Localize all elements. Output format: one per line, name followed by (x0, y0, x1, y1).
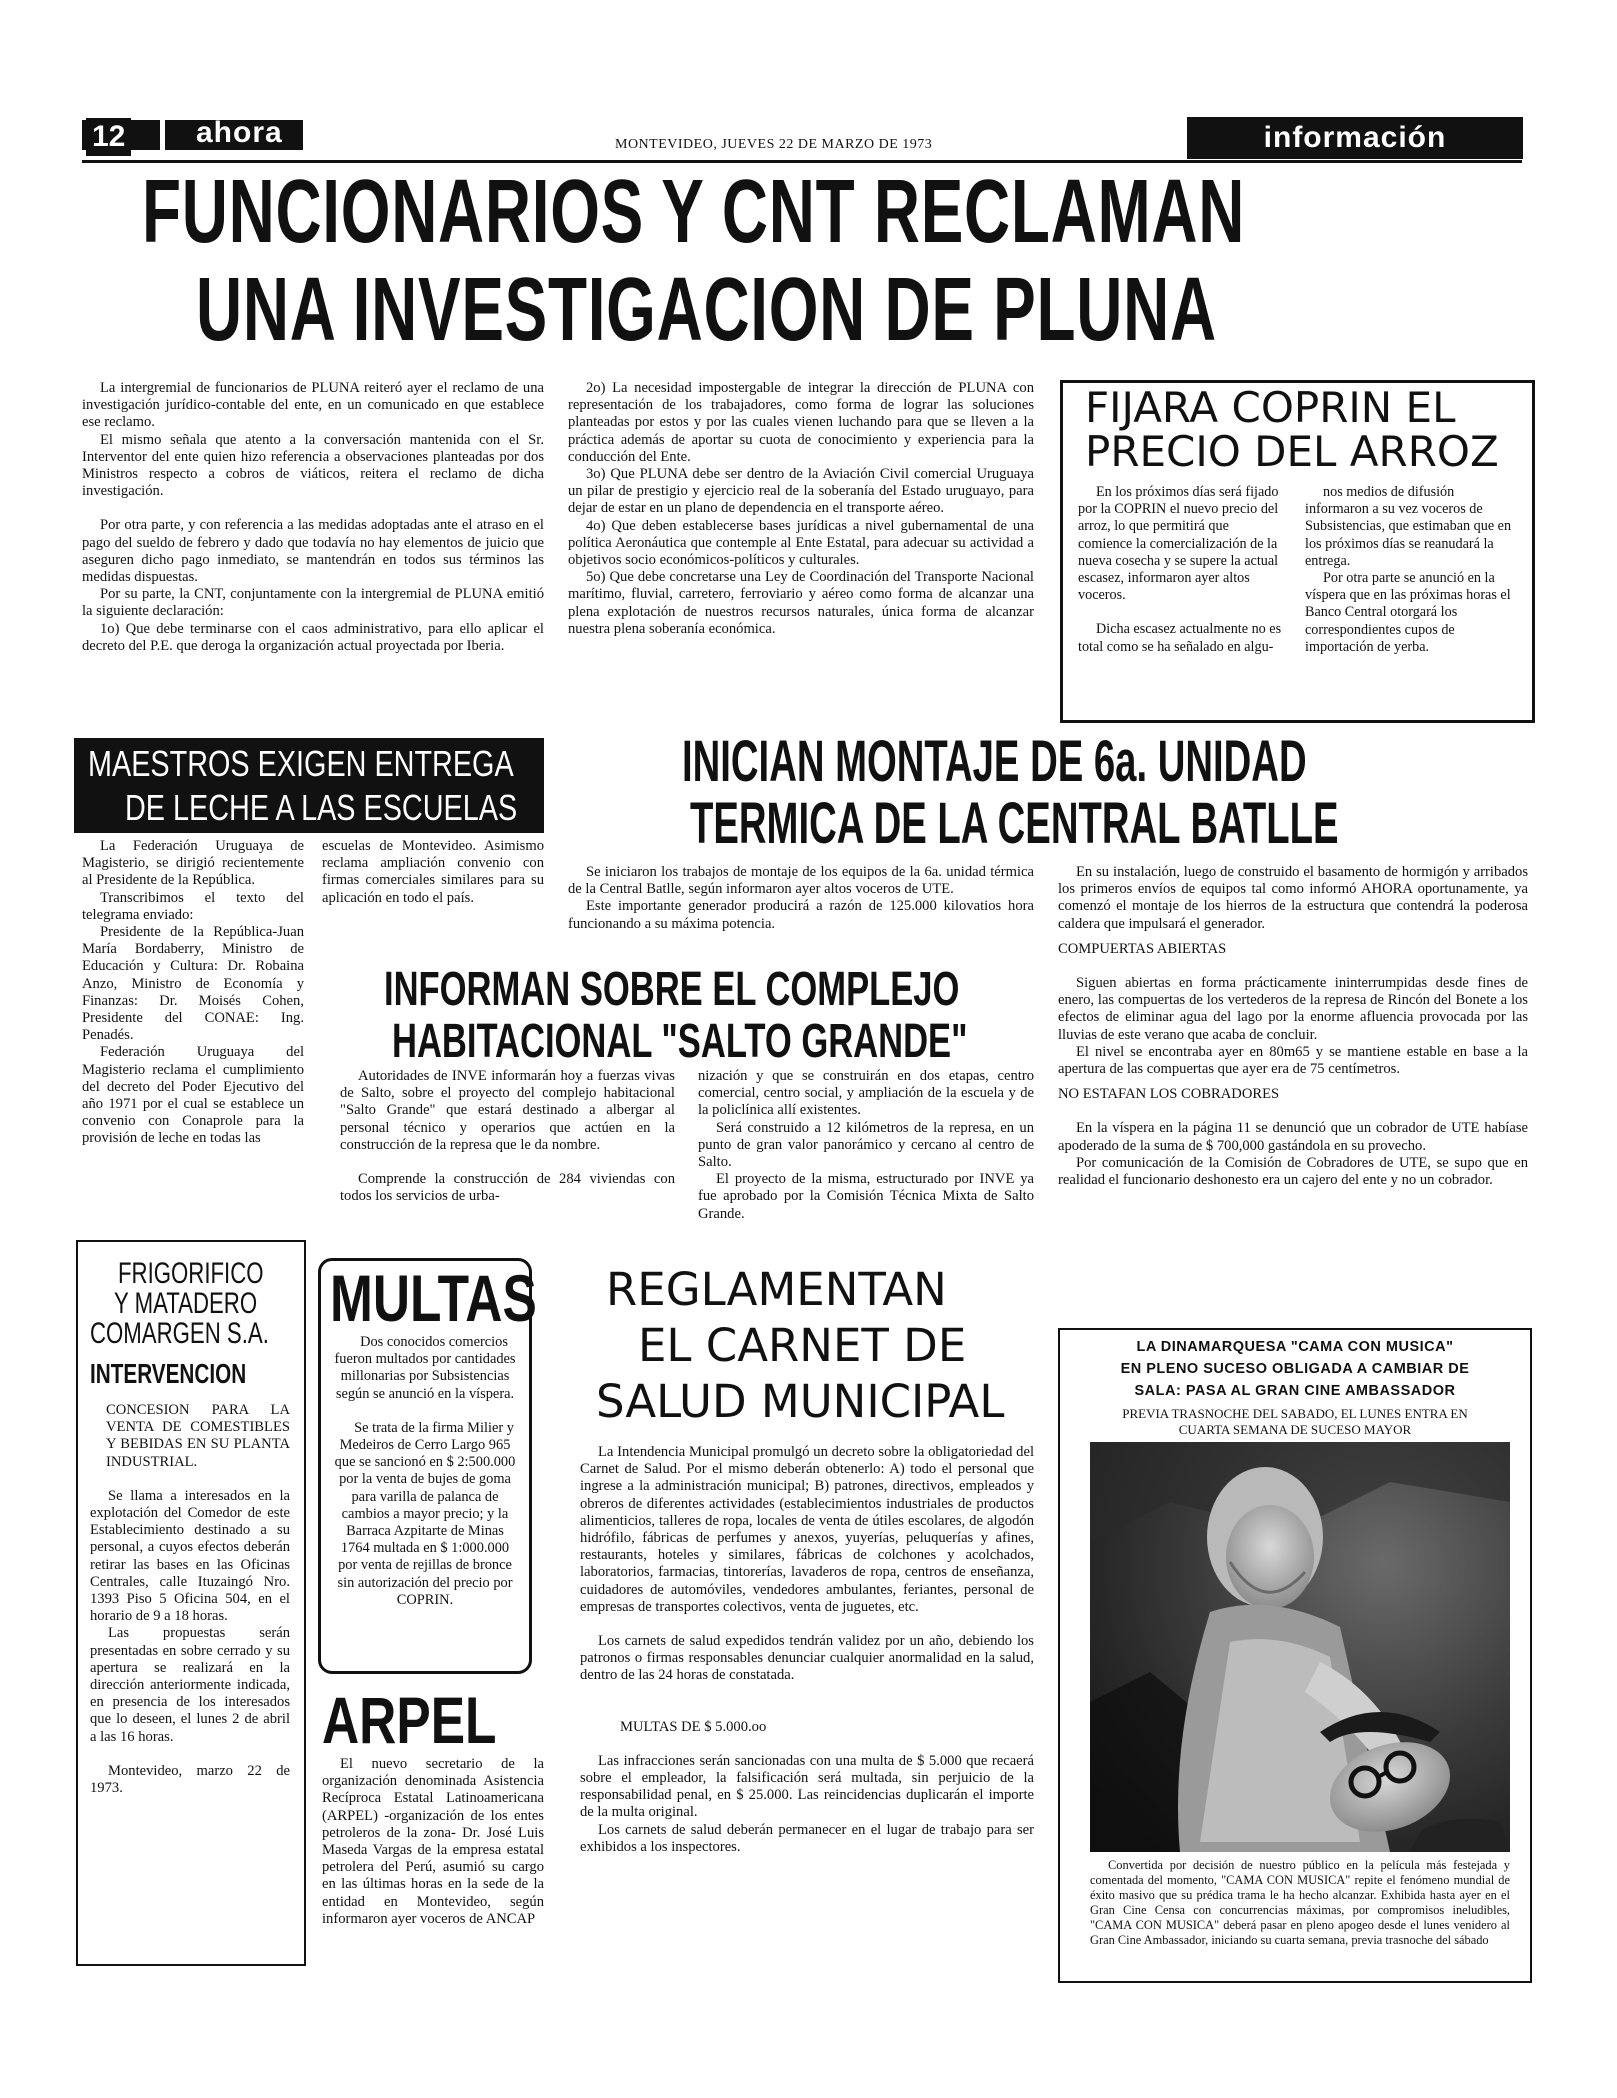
paragraph: Dos conocidos comercios fueron multados por cantidades millonarias por Subsistencias según se anunció en la víspera. (334, 1334, 516, 1402)
main-story-col2 (568, 380, 1034, 638)
maestros-headline-line2: DE LECHE A LAS ESCUELAS (125, 787, 518, 828)
cine-headline-line2: EN PLENO SUCESO OBLIGADA A CAMBIAR DE (1120, 1361, 1470, 1377)
batlle-col2 (1058, 864, 1528, 1189)
brand-logo: ahora (196, 116, 283, 149)
carnet-body (580, 1444, 1034, 1856)
carnet-headline-line1: REGLAMENTAN (606, 1263, 947, 1316)
paragraph: Comprende la construcción de 284 viviendas con todos los servicios de urba- (340, 1171, 675, 1205)
subhead-compuertas: COMPUERTAS ABIERTAS (1058, 940, 1227, 957)
cine-ad-headline (1068, 1336, 1522, 1402)
paragraph: La intergremial de funcionarios de PLUNA reiteró ayer el reclamo de una investigación jurídico-contable del ente, en un comunicado en que establece ese reclamo. (82, 380, 544, 431)
multas-headline: MULTAS (330, 1261, 537, 1335)
paragraph: Por otra parte se anunció en la víspera que en las próximas horas el Banco Central otorgará los correspondientes cupos de importación de yerba. (1305, 570, 1511, 655)
subhead-multas: MULTAS DE $ 5.000.oo (620, 1718, 767, 1735)
frigorifico-headline-line2: Y MATADERO (114, 1287, 258, 1320)
page-number-text: 12 (86, 118, 131, 156)
arpel-body (322, 1756, 544, 1928)
frigorifico-headline-line3: COMARGEN S.A. (90, 1317, 269, 1350)
frigorifico-body (90, 1402, 290, 1797)
coprin-headline-line2: PRECIO DEL ARROZ (1085, 427, 1499, 476)
paragraph: 3o) Que PLUNA debe ser dentro de la Aviación Civil comercial Uruguaya un pilar de prestigio y ejercicio real de la soberanía del Estado uruguayo, para dejar de estar en un plano de dependencia en el transporte aéreo. (568, 466, 1034, 517)
paragraph: Las infracciones serán sancionadas con una multa de $ 5.000 que recaerá sobre el empleador, la falsificación será multada, sin perjuicio de la responsabilidad penal, en $ 25.000. Las reincidencias duplicarán el importe de la multa original. (580, 1752, 1034, 1821)
salto-col2 (698, 1068, 1034, 1223)
batlle-headline-line1: INICIAN MONTAJE DE 6a. UNIDAD (682, 729, 1307, 794)
paragraph: Siguen abiertas en forma prácticamente ininterrumpidas desde fines de enero, las compuertas de los vertederos de la represa de Rincón del Bonete a los efectos de eliminar agua del lago por la enorme afluencia provocada por las lluvias de este verano que acaba de concluir. (1058, 975, 1528, 1043)
paragraph: Se trata de la firma Milier y Medeiros de Cerro Largo 965 que se sancionó en $ 2:500.000 por la venta de bujes de goma para varilla de palanca de cambios a mayor precio; y la Barraca Azpitarte de Minas 1764 multada en $ 1:000.000 por venta de rejillas de bronce sin autorización del precio por COPRIN. (334, 1419, 516, 1608)
paragraph: La Intendencia Municipal promulgó un decreto sobre la obligatoriedad del Carnet de Salud. Por el mismo deberán obtenerlo: A) todo el personal que ingrese a la administración municipal; B) patrones, directivos, empleados y obreros de diferentes actividades (establecimientos industriales de productos alimenticios, talleres de ropa, locales de venta de útiles escolares, de algodón hidrófilo, fábricas de perfumes y anexos, yuyerías, peluquerías y afines, restaurants, hoteles y similares, fábricas de colchones y acolchados, laboratorios, farmacias, tintorerías, lavaderos de ropa, centros de enseñanza, cuidadores de automóviles, vendedores ambulantes, feriantes, personal de empresas de transportes colectivos, venta de juguetes, etc. (580, 1444, 1034, 1615)
maestros-col2 (322, 838, 544, 907)
cine-deck-line1: PREVIA TRASNOCHE DEL SABADO, EL LUNES ENTRA EN (1122, 1406, 1468, 1421)
paragraph: Será construido a 12 kilómetros de la represa, en un punto de gran valor panorámico y cercano al centro de Salto. (698, 1119, 1034, 1171)
salto-col1 (340, 1068, 675, 1205)
salto-headline-line1: INFORMAN SOBRE EL COMPLEJO (384, 963, 960, 1016)
maestros-col1 (82, 838, 304, 1148)
cine-caption (1090, 1858, 1510, 1948)
frigorifico-intro: CONCESION PARA LA VENTA DE COMESTIBLES Y BEBIDAS EN SU PLANTA INDUSTRIAL. (106, 1402, 290, 1470)
paragraph: Las propuestas serán presentadas en sobre cerrado y su apertura se realizará en la dirección anteriormente indicada, en presencia de los interesados que lo deseen, el lunes 2 de abril a las 16 horas. (90, 1625, 290, 1745)
paragraph: Se llama a interesados en la explotación del Comedor de este Establecimiento destinado a su personal, a cuyos efectos deberán retirar las bases en las Oficinas Centrales, calle Ituzaingó Nro. 1393 Piso 5 Oficina 504, en el horario de 9 a 18 horas. (90, 1487, 290, 1625)
frigorifico-kicker: INTERVENCION (90, 1358, 247, 1389)
paragraph: Los carnets de salud deberán permanecer en el lugar de trabajo para ser exhibidos a los inspectores. (580, 1821, 1034, 1855)
cine-ad-deck (1068, 1406, 1522, 1438)
coprin-col2 (1305, 484, 1517, 656)
paragraph: Presidente de la República-Juan María Bordaberry, Ministro de Educación y Cultura: Dr. Robaina Anzo, Ministro de Economía y Finanzas: Dr. Moisés Cohen, Presidente del CONAE: Ing. Penadés. (82, 924, 304, 1044)
paragraph: nos medios de difusión informaron a su vez voceros de Subsistencias, que estimaban que en los próximos días se reanudará la entrega. (1305, 484, 1512, 569)
paragraph: 4o) Que deben establecerse bases jurídicas a nivel gubernamental de una política Aeronáutica que contemple al Ente Estatal, para adecuar su actividad a objetivos socio económicos-políticos y culturales. (568, 517, 1034, 569)
paragraph: El mismo señala que atento a la conversación mantenida con el Sr. Interventor del ente quien hizo referencia a observaciones planteadas por dos Ministros respecto a cobros de viáticos, reitera el reclamo de dicha investigación. (82, 431, 544, 500)
paragraph: Se iniciaron los trabajos de montaje de los equipos de la 6a. unidad térmica de la Central Batlle, según informaron ayer altos voceros de UTE. (568, 864, 1034, 898)
cine-headline-line1: LA DINAMARQUESA "CAMA CON MUSICA" (1136, 1339, 1454, 1355)
main-story-col1 (82, 380, 544, 655)
paragraph: En la víspera en la página 11 se denunció que un cobrador de UTE habíase apoderado de la suma de $ 700,000 gastándola en su provecho. (1058, 1120, 1528, 1154)
carnet-headline-line2: EL CARNET DE (638, 1319, 967, 1372)
paragraph: La Federación Uruguaya de Magisterio, se dirigió recientemente al Presidente de la República. (82, 838, 304, 889)
paragraph: El nivel se encontraba ayer en 80m65 y se mantiene estable en base a la apertura de las compuertas que ayer era de 75 centímetros. (1058, 1043, 1528, 1078)
paragraph: nización y que se construirán en dos etapas, centro comercial, centro social, y ampliación de la escuela y de la policlínica allí existentes. (698, 1068, 1034, 1119)
section-label: información (1187, 117, 1523, 159)
paragraph: Montevideo, marzo 22 de 1973. (90, 1762, 290, 1797)
paragraph: escuelas de Montevideo. Asimismo reclama ampliación convenio con firmas comerciales similares para su aplicación en todo el país. (322, 838, 544, 906)
multas-body (330, 1334, 520, 1609)
paragraph: Federación Uruguaya del Magisterio reclama el cumplimiento del decreto del Poder Ejecutivo del año 1971 por el cual se establece un convenio con Conaprole para la provisión de leche en todas las (82, 1044, 304, 1147)
maestros-headline-line1: MAESTROS EXIGEN ENTREGA (88, 743, 514, 784)
paragraph: Por su parte, la CNT, conjuntamente con la intergremial de PLUNA emitió la siguiente declaración: (82, 586, 544, 620)
paragraph: Autoridades de INVE informarán hoy a fuerzas vivas de Salto, sobre el proyecto del complejo habitacional "Salto Grande" que estará destinado a albergar al personal técnico y operarios que actúen en la construcción de la represa que le da nombre. (340, 1068, 675, 1153)
paragraph: El nuevo secretario de la organización denominada Asistencia Recíproca Estatal Latinoamericana (ARPEL) -organización de los entes petroleros de la zona- Dr. José Luis Maseda Vargas de la empresa estatal petrolera del Perú, asumió su cargo en las últimas horas en la sede de la entidad en Montevideo, según informaron ayer voceros de ANCAP (322, 1756, 544, 1927)
main-headline-line1: FUNCIONARIOS Y CNT RECLAMAN (142, 162, 1246, 262)
arpel-headline: ARPEL (322, 1683, 497, 1757)
batlle-headline-line2: TERMICA DE LA CENTRAL BATLLE (690, 791, 1339, 856)
carnet-headline-line3: SALUD MUNICIPAL (596, 1375, 1005, 1428)
dateline: MONTEVIDEO, JUEVES 22 DE MARZO DE 1973 (615, 137, 933, 152)
paragraph: En los próximos días será fijado por la COPRIN el nuevo precio del arroz, lo que permitirá que comience la comercialización de la nueva cosecha y se supere la actual escasez, informaron ayer altos voceros. (1078, 484, 1279, 604)
coprin-col1 (1078, 484, 1285, 656)
subhead-cobradores: NO ESTAFAN LOS COBRADORES (1058, 1086, 1280, 1103)
paragraph: Este importante generador producirá a razón de 125.000 kilovatios hora funcionando a su máxima potencia. (568, 898, 1034, 932)
cine-deck-line2: CUARTA SEMANA DE SUCESO MAYOR (1178, 1422, 1412, 1437)
paragraph: 5o) Que debe concretarse una Ley de Coordinación del Transporte Nacional marítimo, fluvial, carretero, ferroviario y aéreo como forma de alcanzar una plena explotación de nuestros recursos naturales, única forma de alcanzar nuestra plena soberanía económica. (568, 569, 1034, 637)
paragraph: En su instalación, luego de construido el basamento de hormigón y arribados los primeros envíos de equipos tal como informó AHORA oportunamente, ya comenzó el montaje de los hierros de la estructura que contendrá la poderosa caldera que impulsará el generador. (1058, 864, 1528, 932)
coprin-headline-line1: FIJARA COPRIN EL (1085, 383, 1456, 432)
paragraph: Dicha escasez actualmente no es total como se ha señalado en algu- (1078, 621, 1282, 655)
main-headline-line2: UNA INVESTIGACION DE PLUNA (196, 260, 1217, 360)
paragraph: Por comunicación de la Comisión de Cobradores de UTE, se supo que en realidad el funcionario deshonesto era un cajero del ente y no un cobrador. (1058, 1154, 1528, 1189)
batlle-col1 (568, 864, 1034, 933)
paragraph: Transcribimos el texto del telegrama enviado: (82, 889, 304, 923)
paragraph: Por otra parte, y con referencia a las medidas adoptadas ante el atraso en el pago del sueldo de febrero y dado que todavía no hay elementos de juicio que aseguren dicho pago inmediato, se mantendrán en todos sus términos las medidas dispuestas. (82, 517, 544, 586)
paragraph: 2o) La necesidad impostergable de integrar la dirección de PLUNA con representación de los trabajadores, como forma de lograr las soluciones planteadas por estos y por las cuales vienen luchando para que se lleven a la práctica además de aportar su cuota de conocimiento y experiencia para la conducción del Ente. (568, 380, 1034, 465)
paragraph: Los carnets de salud expedidos tendrán validez por un año, debiendo los patronos o firmas responsables denunciar cualquier anormalidad en la salud, dentro de las 24 horas de constatada. (580, 1633, 1034, 1684)
paragraph: Convertida por decisión de nuestro público en la película más festejada y comentada del momento, "CAMA CON MUSICA" repite el fenómeno mundial de éxito masivo que su prédica trama le ha hecho alcanzar. Exhibida hasta ayer en el Gran Cine Censa con concurrencias máximas, por compromisos ineludibles, "CAMA CON MUSICA" deberá pasar en pleno apogeo desde el lunes venidero al Gran Cine Ambassador, iniciando su cuarta semana, previa trasnoche del sábado (1090, 1858, 1510, 1947)
film-still-image (1090, 1442, 1510, 1852)
frigorifico-headline-line1: FRIGORIFICO (118, 1257, 264, 1290)
paragraph: El proyecto de la misma, estructurado por INVE ya fue aprobado por la Comisión Técnica Mixta de Salto Grande. (698, 1171, 1034, 1222)
paragraph: 1o) Que debe terminarse con el caos administrativo, para ello aplicar el decreto del P.E. que deroga la organización actual proyectada por Iberia. (82, 620, 544, 654)
cine-headline-line3: SALA: PASA AL GRAN CINE AMBASSADOR (1134, 1383, 1456, 1399)
cine-photo (1090, 1442, 1510, 1852)
salto-headline-line2: HABITACIONAL "SALTO GRANDE" (392, 1015, 968, 1068)
